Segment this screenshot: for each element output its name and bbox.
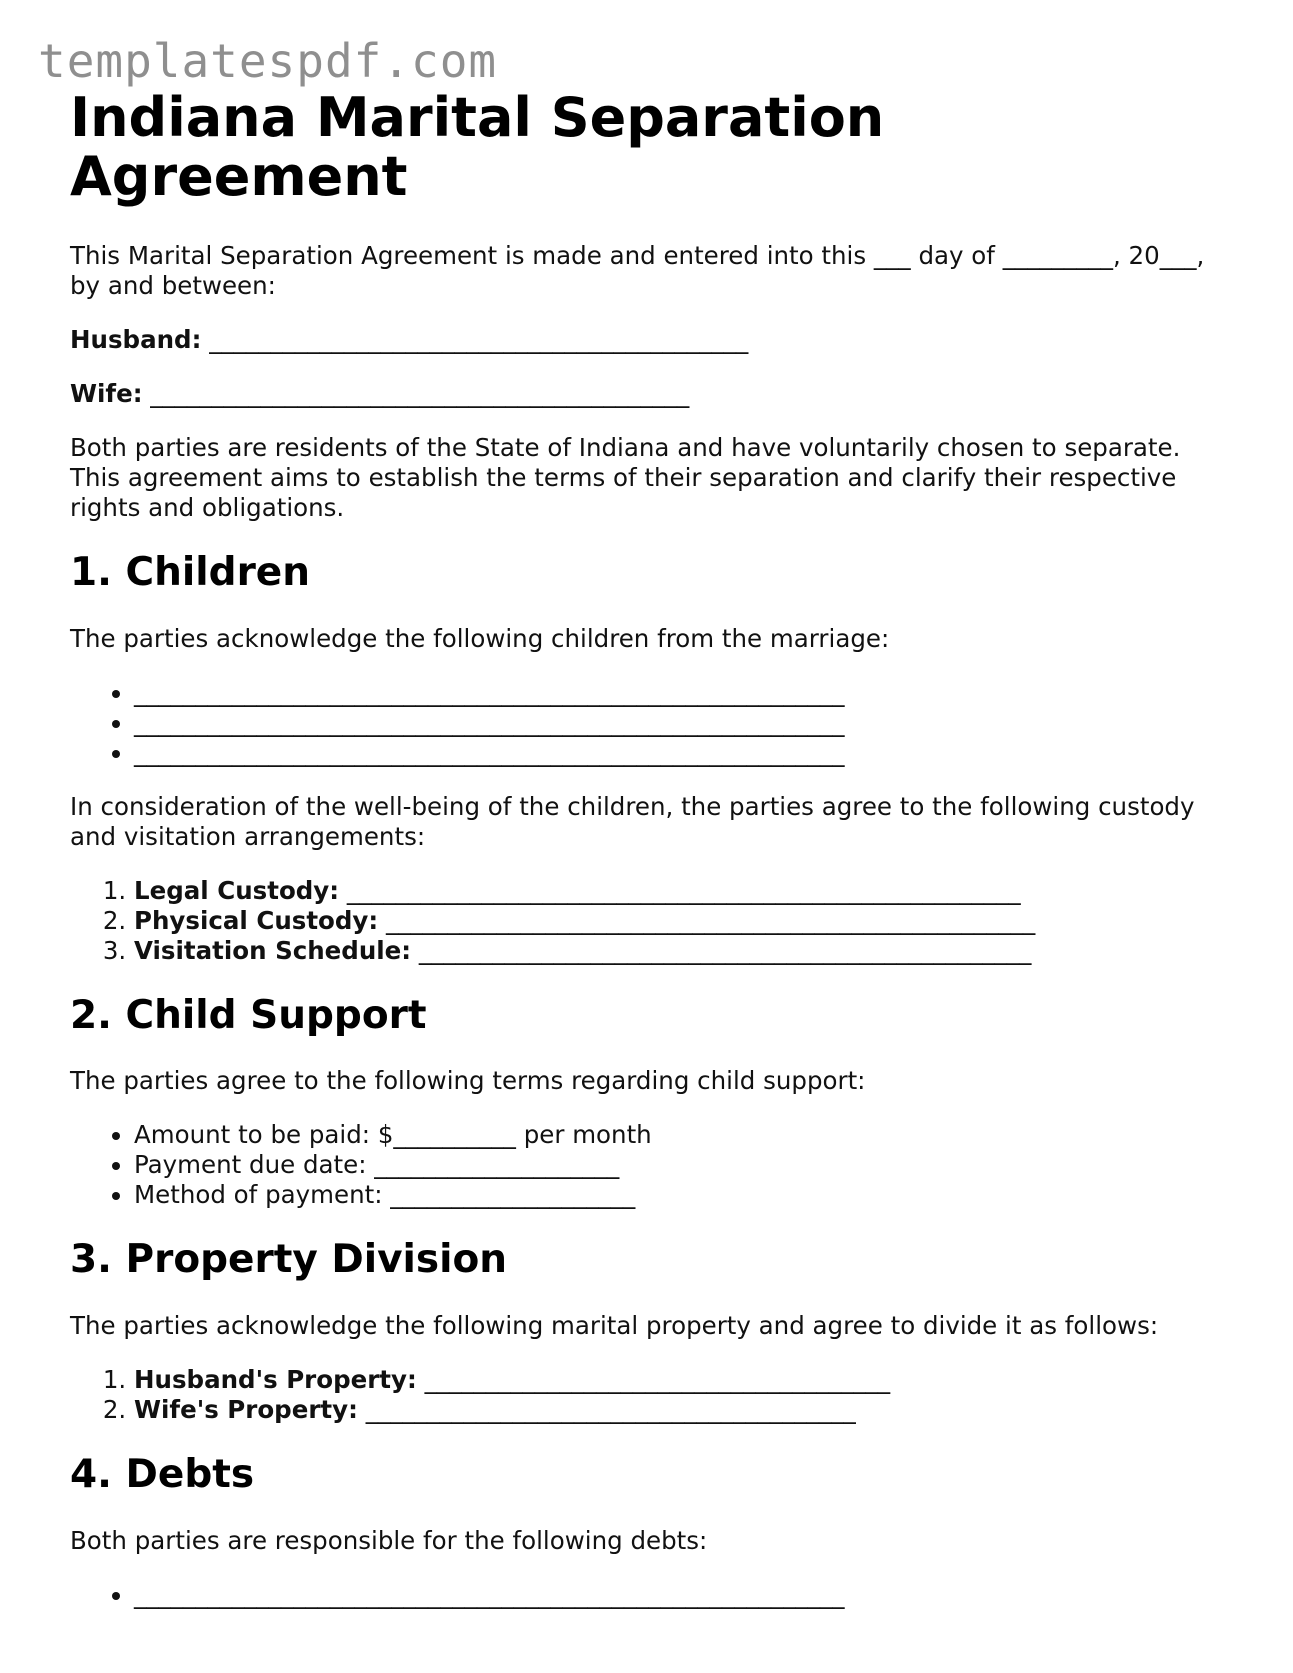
residency-paragraph: Both parties are residents of the State of Indiana and have voluntarily chosen to separate. This agreement aims to establish the terms of their separation and clarify their respective rights and obligations. xyxy=(70,432,1181,522)
physical-custody-blank[interactable]: _____________________________________________________ xyxy=(385,905,1036,935)
husband-property-item xyxy=(134,1365,1230,1395)
custody-list xyxy=(70,876,1230,966)
physical-custody-label: Physical Custody: xyxy=(134,905,379,935)
debt-blank[interactable]: • __________________________________________________________ xyxy=(134,1580,1230,1610)
child-blank[interactable]: • __________________________________________________________ xyxy=(134,738,1230,768)
wife-label: Wife: xyxy=(70,378,143,408)
wife-field xyxy=(70,379,1230,409)
legal-custody-item xyxy=(134,876,1230,906)
children-intro: The parties acknowledge the following children from the marriage: xyxy=(70,623,890,653)
legal-custody-label: Legal Custody: xyxy=(134,875,340,905)
husband-property-blank[interactable]: ______________________________________ xyxy=(424,1365,891,1395)
child-support-heading: 2. Child Support xyxy=(70,992,427,1038)
support-method-item[interactable]: • Method of payment: ____________________ xyxy=(134,1180,1230,1210)
wife-property-blank[interactable]: ________________________________________ xyxy=(365,1395,856,1425)
children-list xyxy=(70,678,1230,768)
document-title: Indiana Marital Separation Agreement xyxy=(70,86,885,209)
support-amount-item[interactable]: • Amount to be paid: $__________ per month xyxy=(134,1120,1230,1150)
visitation-schedule-blank[interactable]: __________________________________________________ xyxy=(418,935,1032,965)
legal-custody-blank[interactable]: _______________________________________________________ xyxy=(346,875,1021,905)
visitation-schedule-label: Visitation Schedule: xyxy=(134,935,412,965)
intro-paragraph: This Marital Separation Agreement is made and entered into this ___ day of _________, 20___, by and between: xyxy=(70,240,1205,300)
property-list xyxy=(70,1365,1230,1425)
husband-blank[interactable]: ____________________________________________ xyxy=(209,324,749,354)
child-blank[interactable]: • __________________________________________________________ xyxy=(134,708,1230,738)
child-support-list xyxy=(70,1120,1230,1210)
wife-property-label: Wife's Property: xyxy=(134,1395,358,1425)
debts-intro: Both parties are responsible for the following debts: xyxy=(70,1526,708,1556)
visitation-schedule-item xyxy=(134,936,1230,966)
physical-custody-item xyxy=(134,906,1230,936)
support-due-date-item[interactable]: • Payment due date: ____________________ xyxy=(134,1150,1230,1180)
children-heading: 1. Children xyxy=(70,549,311,595)
husband-label: Husband: xyxy=(70,324,202,354)
child-blank[interactable]: • __________________________________________________________ xyxy=(134,678,1230,708)
wife-blank[interactable]: ____________________________________________ xyxy=(150,378,690,408)
child-support-intro: The parties agree to the following terms regarding child support: xyxy=(70,1066,866,1096)
custody-intro: In consideration of the well-being of the children, the parties agree to the following custody and visitation arrangements: xyxy=(70,791,1195,851)
debts-heading: 4. Debts xyxy=(70,1452,255,1498)
debts-list xyxy=(70,1580,1230,1610)
property-intro: The parties acknowledge the following marital property and agree to divide it as follows: xyxy=(70,1311,1159,1341)
watermark: templatespdf.com xyxy=(38,34,498,88)
wife-property-item xyxy=(134,1395,1230,1425)
husband-field xyxy=(70,325,1230,355)
husband-property-label: Husband's Property: xyxy=(134,1365,417,1395)
document-page xyxy=(70,88,1230,1634)
property-heading: 3. Property Division xyxy=(70,1237,508,1283)
